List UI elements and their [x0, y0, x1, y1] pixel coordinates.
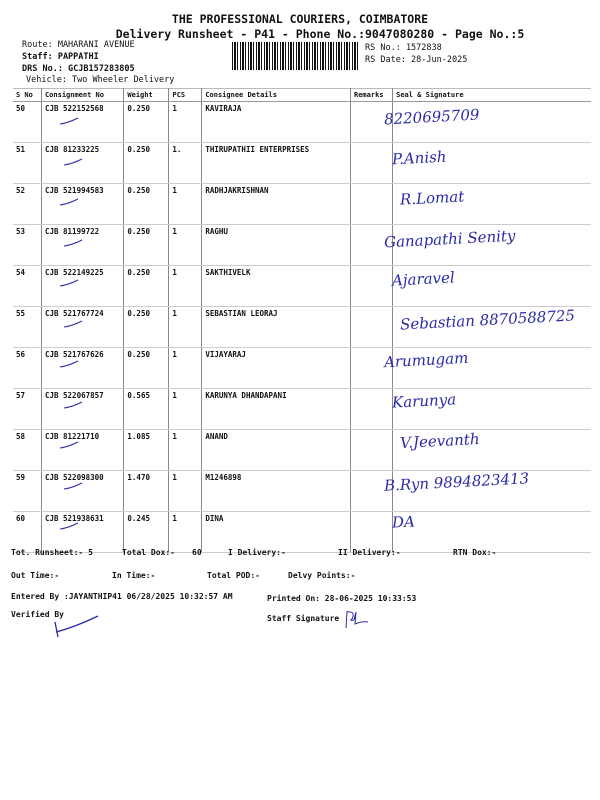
- cell-consignment-no: CJB 522149225: [41, 266, 123, 307]
- cell-consignee-details: THIRUPATHII ENTERPRISES: [202, 143, 351, 184]
- check-mark-icon: [62, 318, 86, 330]
- column-header-s-no: S No: [13, 89, 41, 102]
- cell-weight: 0.245: [124, 512, 169, 553]
- cell-pcs: 1: [169, 348, 202, 389]
- check-mark-icon: [58, 196, 82, 208]
- verified-by: Verified By: [11, 610, 64, 619]
- column-header-consignment-no: Consignment No: [41, 89, 123, 102]
- cell-remarks: [351, 266, 393, 307]
- tot-runsheet: Tot. Runsheet:- 5: [11, 548, 93, 557]
- cell-consignment-no: CJB 522098300: [41, 471, 123, 512]
- cell-consignee-details: SAKTHIVELK: [202, 266, 351, 307]
- column-header-weight: Weight: [124, 89, 169, 102]
- cell-weight: 0.250: [124, 102, 169, 143]
- cell-remarks: [351, 430, 393, 471]
- table-row: [13, 348, 591, 389]
- check-mark-icon: [58, 358, 82, 370]
- handwritten-signature: Ajaravel: [391, 268, 456, 290]
- cell-pcs: 1: [169, 102, 202, 143]
- cell-s-no: 51: [13, 143, 41, 184]
- table-row: [13, 102, 591, 143]
- cell-s-no: 58: [13, 430, 41, 471]
- cell-consignment-no: CJB 521767724: [41, 307, 123, 348]
- check-mark-icon: [62, 156, 86, 168]
- staff-signature: Staff Signature: [267, 614, 340, 623]
- cell-s-no: 56: [13, 348, 41, 389]
- route: Route: MAHARANI AVENUE: [22, 40, 135, 50]
- ii-delivery: II Delivery:-: [338, 548, 401, 557]
- total-dox-label: Total Dox:-: [122, 548, 175, 557]
- cell-consignment-no: CJB 521994583: [41, 184, 123, 225]
- cell-pcs: 1: [169, 307, 202, 348]
- cell-pcs: 1: [169, 266, 202, 307]
- drs-number: DRS No.: GCJB157283805: [22, 64, 135, 74]
- out-time: Out Time:-: [11, 571, 60, 580]
- verifier-signature-mark: [50, 612, 110, 642]
- cell-consignment-no: CJB 81199722: [41, 225, 123, 266]
- cell-consignee-details: KAVIRAJA: [202, 102, 351, 143]
- table-row: [13, 430, 591, 471]
- cell-pcs: 1: [169, 184, 202, 225]
- entered-by: Entered By :JAYANTHIP41 06/28/2025 10:32:57 AM: [11, 592, 233, 601]
- cell-weight: 0.250: [124, 348, 169, 389]
- cell-pcs: 1: [169, 512, 202, 553]
- cell-consignee-details: SEBASTIAN LEORAJ: [202, 307, 351, 348]
- cell-consignee-details: M1246898: [202, 471, 351, 512]
- cell-consignee-details: ANAND: [202, 430, 351, 471]
- cell-consignment-no: CJB 521938631: [41, 512, 123, 553]
- handwritten-signature: B.Ryn 9894823413: [383, 468, 530, 495]
- check-mark-icon: [58, 520, 82, 532]
- total-dox-value: 60: [192, 548, 202, 557]
- cell-seal-signature: [393, 512, 591, 553]
- cell-weight: 0.250: [124, 143, 169, 184]
- cell-remarks: [351, 512, 393, 553]
- delvy-points: Delvy Points:-: [288, 571, 356, 580]
- handwritten-signature: DA: [391, 512, 416, 532]
- handwritten-signature: Sebastian 8870588725: [399, 305, 576, 334]
- cell-consignee-details: DINA: [202, 512, 351, 553]
- handwritten-signature: R.Lomat: [399, 187, 465, 209]
- cell-pcs: 1: [169, 430, 202, 471]
- cell-consignee-details: VIJAYARAJ: [202, 348, 351, 389]
- table-row: [13, 143, 591, 184]
- handwritten-signature: Karunya: [391, 389, 457, 412]
- cell-consignment-no: CJB 522067857: [41, 389, 123, 430]
- cell-weight: 1.085: [124, 430, 169, 471]
- cell-s-no: 52: [13, 184, 41, 225]
- rs-number: RS No.: 1572838: [365, 43, 442, 53]
- cell-remarks: [351, 184, 393, 225]
- cell-weight: 0.250: [124, 184, 169, 225]
- handwritten-signature: 8220695709: [383, 105, 480, 129]
- cell-consignment-no: CJB 521767626: [41, 348, 123, 389]
- check-mark-icon: [62, 480, 86, 492]
- vehicle: Vehicle: Two Wheeler Delivery: [26, 75, 175, 85]
- check-mark-icon: [58, 439, 82, 451]
- cell-consignment-no: CJB 522152568: [41, 102, 123, 143]
- column-header-consignee-details: Consignee Details: [202, 89, 351, 102]
- cell-weight: 0.250: [124, 225, 169, 266]
- cell-consignment-no: CJB 81233225: [41, 143, 123, 184]
- cell-remarks: [351, 307, 393, 348]
- in-time: In Time:-: [112, 571, 156, 580]
- cell-weight: 0.565: [124, 389, 169, 430]
- cell-consignment-no: CJB 81221710: [41, 430, 123, 471]
- column-header-seal-signature: Seal & Signature: [393, 89, 591, 102]
- cell-s-no: 53: [13, 225, 41, 266]
- handwritten-signature: Arumugam: [383, 348, 469, 372]
- cell-weight: 0.250: [124, 307, 169, 348]
- handwritten-signature: V.Jeevanth: [399, 429, 480, 453]
- cell-weight: 1.470: [124, 471, 169, 512]
- check-mark-icon: [62, 399, 86, 411]
- total-pod: Total POD:-: [207, 571, 260, 580]
- cell-weight: 0.250: [124, 266, 169, 307]
- staff-signature-mark: [342, 608, 372, 630]
- check-mark-icon: [58, 277, 82, 289]
- handwritten-signature: P.Anish: [391, 147, 447, 168]
- cell-s-no: 54: [13, 266, 41, 307]
- cell-pcs: 1.: [169, 143, 202, 184]
- cell-s-no: 50: [13, 102, 41, 143]
- cell-s-no: 55: [13, 307, 41, 348]
- cell-s-no: 57: [13, 389, 41, 430]
- table-row: [13, 389, 591, 430]
- column-header-remarks: Remarks: [351, 89, 393, 102]
- table-row: [13, 266, 591, 307]
- cell-pcs: 1: [169, 225, 202, 266]
- rtn-dox: RTN Dox:-: [453, 548, 497, 557]
- cell-consignee-details: RADHJAKRISHNAN: [202, 184, 351, 225]
- cell-consignee-details: KARUNYA DHANDAPANI: [202, 389, 351, 430]
- check-mark-icon: [62, 237, 86, 249]
- column-header-pcs: PCS: [169, 89, 202, 102]
- cell-s-no: 59: [13, 471, 41, 512]
- check-mark-icon: [58, 115, 82, 127]
- runsheet-title: Delivery Runsheet - P41 - Phone No.:9047080280 - Page No.:5: [115, 27, 525, 41]
- cell-remarks: [351, 389, 393, 430]
- staff: Staff: PAPPATHI: [22, 52, 99, 62]
- printed-on: Printed On: 28-06-2025 10:33:53: [267, 594, 417, 603]
- table-row: [13, 184, 591, 225]
- handwritten-signature: Ganapathi Senity: [383, 226, 516, 251]
- i-delivery: I Delivery:-: [228, 548, 286, 557]
- cell-pcs: 1: [169, 389, 202, 430]
- cell-s-no: 60: [13, 512, 41, 553]
- cell-remarks: [351, 143, 393, 184]
- rs-date: RS Date: 28-Jun-2025: [365, 55, 468, 65]
- table-row: [13, 512, 591, 553]
- barcode: [232, 42, 360, 70]
- cell-consignee-details: RAGHU: [202, 225, 351, 266]
- cell-pcs: 1: [169, 471, 202, 512]
- company-name: THE PROFESSIONAL COURIERS, COIMBATORE: [171, 12, 429, 26]
